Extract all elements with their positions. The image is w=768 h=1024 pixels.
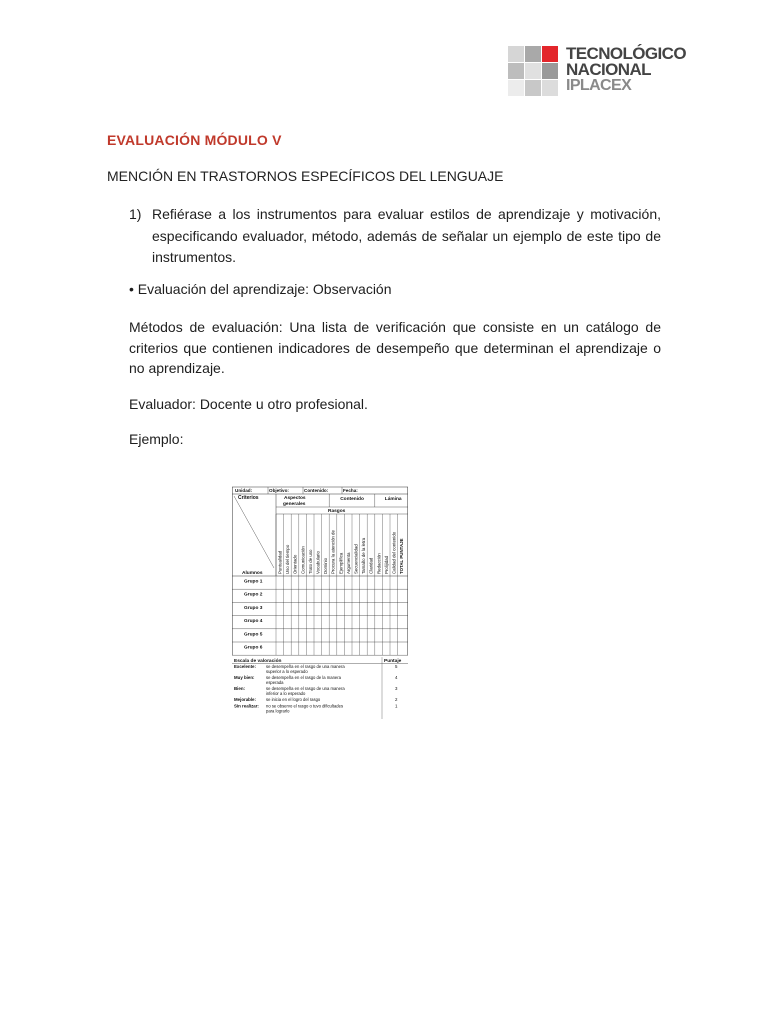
trait-label: Puntualidad xyxy=(277,550,283,574)
scale-points-title: Puntaje xyxy=(384,659,402,665)
checklist-figure xyxy=(232,486,408,720)
document-subtitle: MENCIÓN EN TRASTORNOS ESPECÍFICOS DEL LENGUAJE xyxy=(107,168,504,184)
trait-label: Secuencialidad xyxy=(353,544,359,574)
logo-line-3: IPLACEX xyxy=(566,77,632,94)
scale-points: 5 xyxy=(395,664,398,670)
question-number: 1) xyxy=(129,206,142,222)
group-row-label: Grupo 2 xyxy=(244,592,263,598)
scale-level: Mejorable: xyxy=(234,697,256,703)
rasgos-label: Rasgos xyxy=(328,509,346,514)
criterios-label: Criterios xyxy=(238,495,259,501)
document-title: EVALUACIÓN MÓDULO V xyxy=(107,132,282,148)
header-cell: Objetivo: xyxy=(269,488,289,493)
trait-label: Orientado xyxy=(292,554,298,574)
scale-points: 2 xyxy=(395,697,398,703)
alumnos-label: Alumnos xyxy=(242,571,263,576)
trait-label: Dominio xyxy=(323,557,329,574)
trait-label: Vocabulario xyxy=(315,551,321,574)
scale-points: 3 xyxy=(395,686,398,692)
header-cell: Contenido: xyxy=(304,488,329,493)
scale-desc: esperada xyxy=(266,680,284,686)
group-col-label: Aspectos xyxy=(284,496,306,501)
group-row-label: Grupo 5 xyxy=(244,632,263,638)
scale-desc: se desempeña en el rasgo de una manera xyxy=(266,686,345,692)
question-text: Refiérase a los instrumentos para evaluar estilos de aprendizaje y motivación, especificando evaluador, método, además de señalar un ejemplo de este tipo de instrumentos. xyxy=(152,206,661,265)
scale-desc: se inicia en el logro del rasgo xyxy=(266,697,321,703)
header-cell: Unidad: xyxy=(235,488,253,493)
trait-label: Argumenta xyxy=(345,552,351,574)
trait-label: Ejemplifica xyxy=(338,552,344,574)
checklist-table xyxy=(232,486,408,720)
example-label: Ejemplo: xyxy=(129,431,184,447)
scale-desc: inferior a lo esperado xyxy=(266,691,306,697)
scale-level: Sin realizar: xyxy=(234,703,259,709)
logo-line-2: NACIONAL xyxy=(566,60,651,79)
scale-level: Excelente: xyxy=(234,664,256,670)
group-row-label: Grupo 1 xyxy=(244,579,263,585)
scale-title: Escala de valoración xyxy=(234,659,282,665)
scale-level: Muy bien: xyxy=(234,675,255,681)
trait-label: Procura la atención de xyxy=(330,530,336,574)
trait-label: TOTAL PUNTAJE xyxy=(399,538,405,574)
group-row-label: Grupo 6 xyxy=(244,645,263,651)
trait-label: Comunicación xyxy=(300,546,306,574)
bullet-observation: • Evaluación del aprendizaje: Observación xyxy=(129,281,392,297)
group-col-label: Contenido xyxy=(340,497,364,502)
trait-label: Trato de uso xyxy=(307,549,313,574)
trait-label: Redacción xyxy=(376,553,382,574)
diagonal-line xyxy=(234,496,274,568)
group-row-label: Grupo 3 xyxy=(244,605,263,611)
logo-mosaic-icon xyxy=(508,46,560,98)
trait-label: Uso del tiempo xyxy=(285,544,291,574)
scale-desc: para lograrlo xyxy=(266,708,290,714)
scale-desc: no se observo el rasgo o tuvo dificultades xyxy=(266,703,344,709)
institution-logo xyxy=(508,46,698,100)
scale-points: 1 xyxy=(395,703,398,709)
group-col-label: generales xyxy=(283,502,306,507)
scale-desc: superior a lo esperado xyxy=(266,669,308,675)
trait-label: Calidad del contenido xyxy=(391,531,397,574)
header-cell: Fecha: xyxy=(343,488,358,493)
scale-points: 4 xyxy=(395,675,398,681)
trait-label: Prolijidad xyxy=(383,555,389,574)
group-col-label: Lámina xyxy=(384,497,402,502)
scale-desc: se desempeña en el rasgo de la manera xyxy=(266,675,341,681)
trait-label: Tamaño de la letra xyxy=(361,537,367,574)
question-1 xyxy=(129,204,661,269)
evaluator-paragraph: Evaluador: Docente u otro profesional. xyxy=(129,396,368,412)
scale-level: Bien: xyxy=(234,686,245,692)
logo-line-1: TECNOLÓGICO xyxy=(566,44,686,63)
group-row-label: Grupo 4 xyxy=(244,619,263,625)
scale-desc: se desempeña en el rasgo de una manera xyxy=(266,664,345,670)
methods-paragraph: Métodos de evaluación: Una lista de verificación que consiste en un catálogo de criterios que contienen indicadores de desempeño que determinan el aprendizaje o no aprendizaje. xyxy=(129,319,661,376)
trait-label: Claridad xyxy=(368,557,374,574)
